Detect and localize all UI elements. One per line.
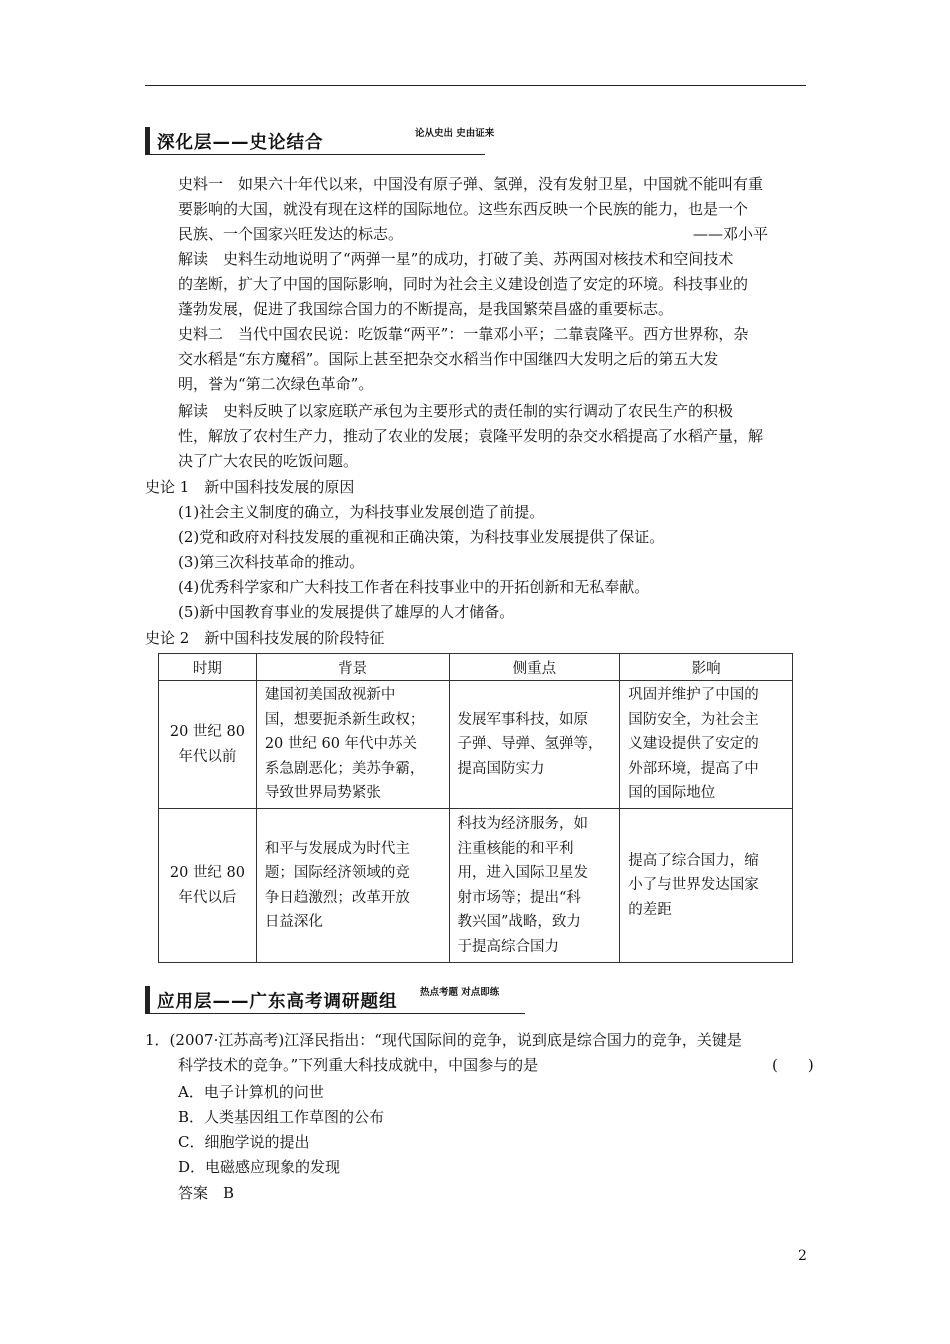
- section-header-apply: [145, 986, 525, 1014]
- answer-line: [178, 1181, 234, 1205]
- option-a: A．电子计算机的问世: [178, 1083, 324, 1101]
- material1-label: 史料一: [178, 175, 224, 193]
- reading1-line-2: 的垄断，扩大了中国的国际影响，同时为社会主义建设创造了安定的环境。科技事业的: [178, 275, 749, 293]
- reading2-line-3: 决了广大农民的吃饭问题。: [178, 452, 359, 470]
- material1-attribution: ——邓小平: [693, 225, 769, 243]
- reading2-line-2: 性，解放了农村生产力，推动了农业的发展；袁隆平发明的杂交水稻提高了水稻产量，解: [178, 427, 764, 445]
- thesis1-item: (5)新中国教育事业的发展提供了雄厚的人才储备。: [178, 603, 515, 621]
- thesis1-item: (4)优秀科学家和广大科技工作者在科技事业中的开拓创新和无私奉献。: [178, 578, 650, 596]
- top-rule: [145, 85, 806, 86]
- answer-value: B: [223, 1184, 235, 1202]
- table-row: [159, 809, 793, 963]
- reading1-label: 解读: [178, 250, 209, 268]
- section-header-deep: [145, 127, 495, 155]
- thesis1-item: (3)第三次科技革命的推动。: [178, 553, 365, 571]
- reading1-line-3: 蓬勃发展，促进了我国综合国力的不断提高，是我国繁荣昌盛的重要标志。: [178, 300, 674, 318]
- material1-line-1: 史料一 如果六十年代以来，中国没有原子弹、氢弹，没有发射卫星，中国就不能叫有重: [178, 172, 763, 196]
- material2-label: 史料二: [178, 325, 224, 343]
- answer-label: 答案: [178, 1184, 209, 1202]
- answer-blank: ( ): [772, 1056, 814, 1074]
- cell-background: 建国初美国敌视新中 国，想要扼杀新生政权； 20 世纪 60 年代中苏关 系急剧恶化；美苏争霸， 导致世界局势紧张: [256, 681, 449, 809]
- section-marker: [145, 986, 150, 1014]
- cell-focus: 科技为经济服务，如 注重核能的和平利 用，进入国际卫星发 射市场等；提出“科 教兴国”战略，致力 于提高综合国力: [449, 809, 620, 963]
- question1-line-1: 1．(2007·江苏高考)江泽民指出：“现代国际间的竞争，说到底是综合国力的竞争，关键是: [145, 1031, 742, 1049]
- option-c: C．细胞学说的提出: [178, 1133, 310, 1151]
- stage-features-table: [158, 653, 793, 963]
- header-period: 时期: [159, 654, 257, 681]
- header-focus: 侧重点: [449, 654, 620, 681]
- cell-impact: 巩固并维护了中国的 国防安全，为社会主 义建设提供了安定的 外部环境，提高了中 国的国际地位: [620, 681, 793, 809]
- cell-period: 20 世纪 80 年代以后: [159, 809, 257, 963]
- question1-line-2: 科学技术的竞争。”下列重大科技成就中，中国参与的是: [178, 1056, 539, 1074]
- section-underline: [145, 154, 485, 155]
- reading2-label: 解读: [178, 402, 209, 420]
- material2-line-3: 明，誉为“第二次绿色革命”。: [178, 375, 374, 393]
- header-background: 背景: [256, 654, 449, 681]
- header-impact: 影响: [620, 654, 793, 681]
- material1-line-2: 要影响的大国，就没有现在这样的国际地位。这些东西反映一个民族的能力，也是一个: [178, 200, 749, 218]
- material1-line-3: 民族、一个国家兴旺发达的标志。: [178, 225, 404, 243]
- thesis1-item: (2)党和政府对科技发展的重视和正确决策，为科技事业发展提供了保证。: [178, 528, 665, 546]
- section-subtitle: 论从史出 史由证来: [415, 128, 495, 139]
- table-row: [159, 681, 793, 809]
- section-title: 应用层——广东高考调研题组: [157, 992, 398, 1012]
- page-number: 2: [798, 1248, 807, 1264]
- reading2-line-1: 解读 史料反映了以家庭联产承包为主要形式的责任制的实行调动了农民生产的积极: [178, 399, 733, 423]
- section-marker: [145, 127, 150, 155]
- thesis1-heading: 史论 1 新中国科技发展的原因: [145, 478, 355, 496]
- reading1-line-1: 解读 史料生动地说明了“两弹一星”的成功，打破了美、苏两国对核技术和空间技术: [178, 247, 733, 271]
- cell-focus: 发展军事科技，如原 子弹、导弹、氢弹等， 提高国防实力: [449, 681, 620, 809]
- section-title: 深化层——史论结合: [157, 133, 324, 153]
- section-underline: [145, 1013, 525, 1014]
- option-d: D．电磁感应现象的发现: [178, 1158, 341, 1176]
- thesis2-heading: 史论 2 新中国科技发展的阶段特征: [145, 629, 385, 647]
- option-b: B．人类基因组工作草图的公布: [178, 1108, 385, 1126]
- table-header-row: [159, 654, 793, 681]
- material2-line-2: 交水稻是“东方魔稻”。国际上甚至把杂交水稻当作中国继四大发明之后的第五大发: [178, 350, 719, 368]
- cell-background: 和平与发展成为时代主 题；国际经济领域的竞 争日趋激烈；改革开放 日益深化: [256, 809, 449, 963]
- thesis1-item: (1)社会主义制度的确立，为科技事业发展创造了前提。: [178, 503, 545, 521]
- material2-line-1: 史料二 当代中国农民说：吃饭靠“两平”：一靠邓小平；二靠袁隆平。西方世界称，杂: [178, 322, 748, 346]
- cell-period: 20 世纪 80 年代以前: [159, 681, 257, 809]
- cell-impact: 提高了综合国力，缩 小了与世界发达国家 的差距: [620, 809, 793, 963]
- section-subtitle: 热点考题 对点即练: [420, 987, 500, 998]
